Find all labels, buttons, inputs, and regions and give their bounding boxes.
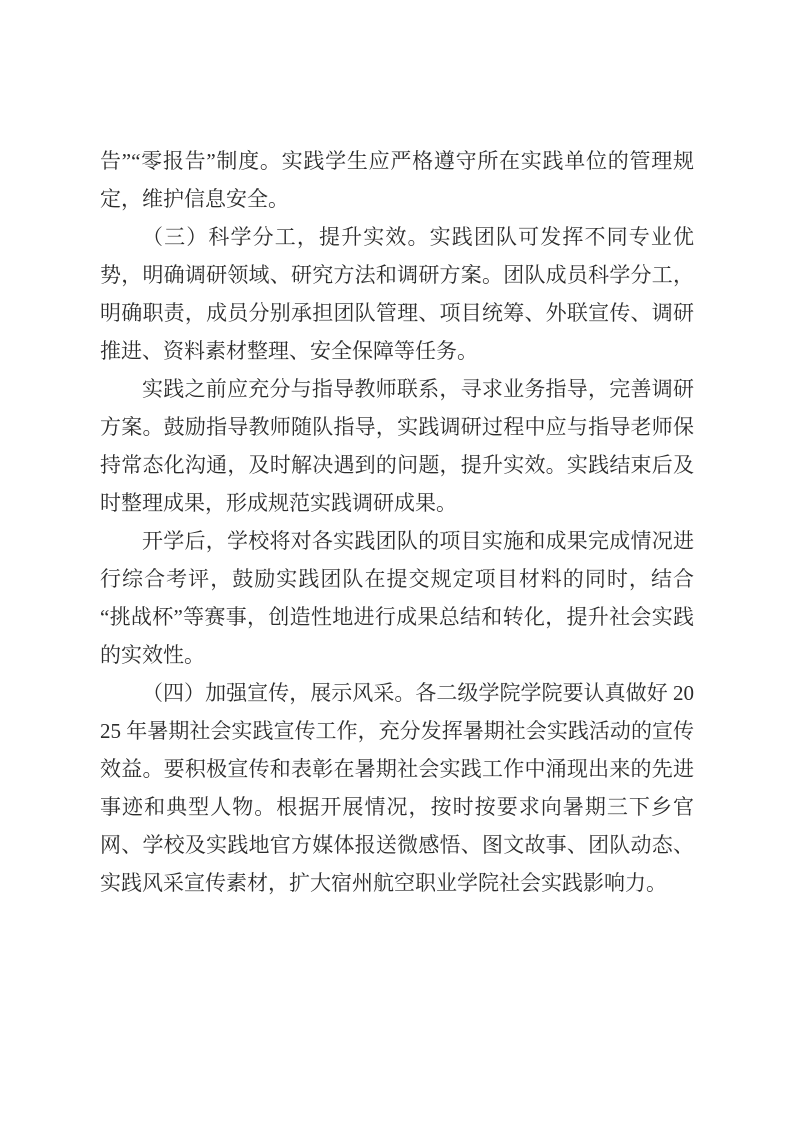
body-paragraph: 开学后，学校将对各实践团队的项目实施和成果完成情况进行综合考评，鼓励实践团队在提交规定项目材料的同时，结合“挑战杯”等赛事，创造性地进行成果总结和转化，提升社会实践的实效性。: [100, 529, 694, 667]
body-paragraph: 实践之前应充分与指导教师联系，寻求业务指导，完善调研方案。鼓励指导教师随队指导，实践调研过程中应与指导老师保持常态化沟通，及时解决遇到的问题，提升实效。实践结束后及时整理成果，形成规范实践调研成果。: [100, 377, 694, 515]
document-body: [100, 142, 694, 902]
body-paragraph-section-3: （三）科学分工，提升实效。实践团队可发挥不同专业优势，明确调研领域、研究方法和调研方案。团队成员科学分工，明确职责，成员分别承担团队管理、项目统筹、外联宣传、调研推进、资料素材整理、安全保障等任务。: [100, 225, 694, 363]
body-paragraph-section-4: （四）加强宣传，展示风采。各二级学院学院要认真做好 2025 年暑期社会实践宣传工作，充分发挥暑期社会实践活动的宣传效益。要积极宣传和表彰在暑期社会实践工作中涌现出来的先进事迹和典型人物。根据开展情况，按时按要求向暑期三下乡官网、学校及实践地官方媒体报送微感悟、图文故事、团队动态、实践风采宣传素材，扩大宿州航空职业学院社会实践影响力。: [100, 681, 694, 895]
body-paragraph-continuation: 告”“零报告”制度。实践学生应严格遵守所在实践单位的管理规定，维护信息安全。: [100, 149, 694, 211]
